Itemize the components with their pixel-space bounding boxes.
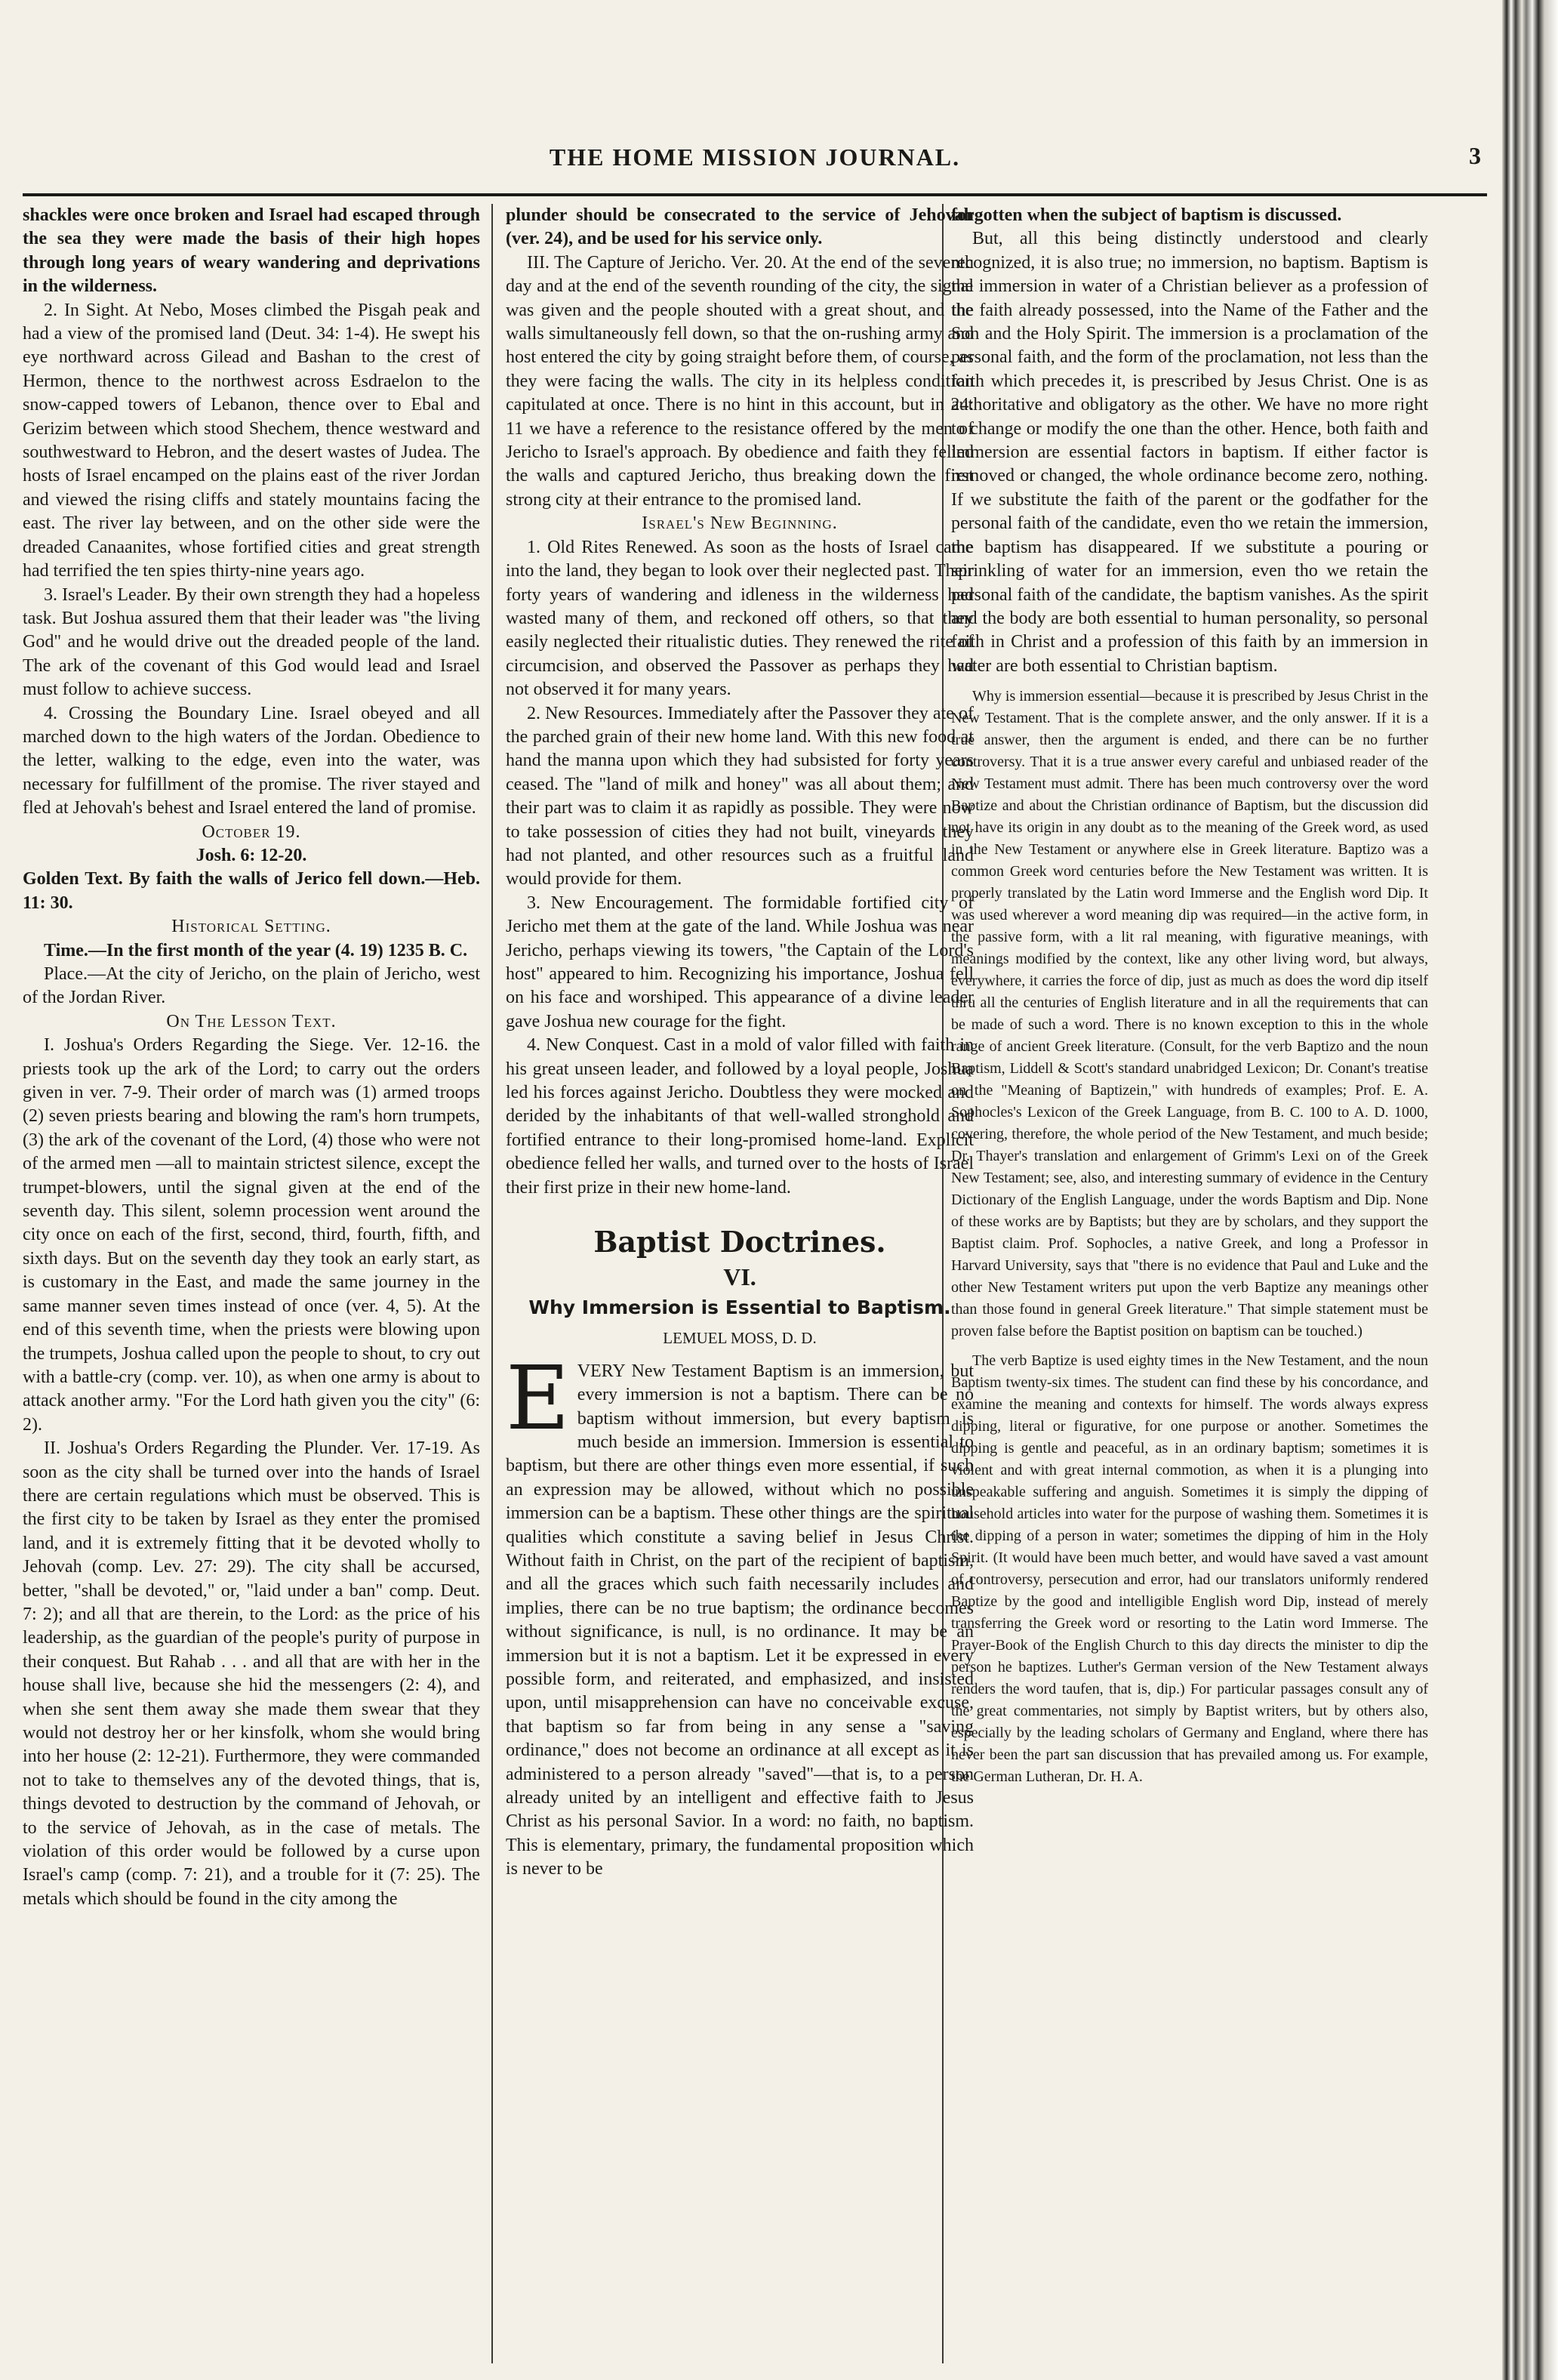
paragraph: forgotten when the subject of baptism is discussed. (951, 205, 1342, 225)
article-text: VERY New Testament Baptism is an immersion, but every immersion is not a baptism. There can be no baptism without immersion, but every baptism is much beside an immersion. Immersion is essential to baptism, but there are other things even more essential, if such an expression may be allowed, without which no possible immersion can be a baptism. These other things are the spiritual qualities which constitute a saving belief in Jesus Christ. Without faith in Christ, on the part of the recipient of baptism, and all the graces which such faith necessarily includes and implies, there can be no true baptism; the ordinance becomes without significance, is null, is no ordinance. It may be an immersion but it is not a baptism. Let it be expressed in every possible form, and reiterated, and emphasized, and insisted upon, until misapprehension can have no conceivable excuse, that baptism so far from being in any sense a "saving ordinance," does not become an ordinance at all except as it is administered to a person already "saved"—that is, to a person already united by an intelligent and effective faith to Jesus Christ as his personal Savior. In a word: no faith, no baptism. This is elementary, primary, the fundamental proposition which is never to be (506, 1361, 974, 1879)
article-subtitle: Why Immersion is Essential to Baptism. (528, 1296, 951, 1318)
book-binding-edge (1502, 0, 1558, 2380)
paragraph: I. Joshua's Orders Regarding the Siege. Ver. 12-16. the priests took up the ark of the Lord; to carry out the orders given in ver. 7-9. Their order of march was (1) armed troops (2) seven priests bearing and blowing the ram's horn trumpets, (3) the ark of the covenant of the Lord, (4) those who were not of the armed men —all to maintain strictest silence, except the trumpet-blowers, until the signal given at the end of the seventh day. This silent, solemn procession went around the city once on each of the first, second, third, fourth, fifth, and sixth days. But on the seventh day they took an early start, as is customary in the East, and made the same journey in the same manner seven times instead of once (ver. 4, 5). At the end of this seventh time, when the priests were blowing upon the trumpets, Joshua called upon the people to shout, to cry out with a battle-cry (comp. ver. 10), as when one army is about to attack another army. "For the Lord hath given you the city" (6: 2). (23, 1035, 480, 1435)
paragraph: 4. Crossing the Boundary Line. Israel obeyed and all marched down to the high waters of the Jordan. Obedience to the letter, walking to the edge, even into the water, was necessary for fulfillment of the promise. The river stayed and fled at Jehovah's behest and Israel entered the land of promise. (23, 703, 480, 819)
paragraph: II. Joshua's Orders Regarding the Plunder. Ver. 17-19. As soon as the city shall be turned over into the hands of Israel there are certain regulations which must be observed. This is the first city to be taken by Israel as they enter the promised land, and it is extremely fitting that it be devoted wholly to Jehovah (comp. Lev. 27: 29). The city shall be accursed, better, "shall be devoted," or, "laid under a ban" comp. Deut. 7: 2); and all that are therein, to the Lord: as the price of his leadership, as the guardian of the people's purity of purpose in their conquest. But Rahab . . . and all that are with her in the house shall live, because she hid the messengers (2: 4), and when she sent them away she made them swear that they would not destroy her or her kinsfolk, whom she would bring into her house (2: 12-21). Furthermore, they were commanded not to take to themselves any of the devoted things, that is, things devoted to destruction by the command of Jehovah, or to the service of Jehovah, as in the case of metals. The violation of this order would be followed by a curse upon Israel's camp (comp. 7: 21), and a trouble for it (7: 25). The metals which should be found in the city among the (23, 1438, 480, 1909)
place-note: Place.—At the city of Jericho, on the plain of Jericho, west of the Jordan River. (23, 964, 480, 1008)
lesson-text-heading: On The Lesson Text. (166, 1011, 337, 1031)
drop-cap: E (506, 1347, 570, 1450)
historical-setting-heading: Historical Setting. (171, 917, 331, 937)
paragraph: 2. New Resources. Immediately after the Passover they ate of the parched grain of their new home land. With this new food at hand the manna upon which they had subsisted for forty years ceased. The "land of milk and honey" was all about them; and their part was to claim it as rapidly as possible. They were now to take possession of cities they had not built, vineyards they had not planted, and other resources such as a fruitful land would provide for them. (506, 703, 974, 889)
column-3 (951, 204, 1428, 2363)
lesson-date: October 19. (202, 822, 301, 842)
column-2 (506, 204, 974, 2363)
lesson-reference: Josh. 6: 12-20. (196, 845, 307, 865)
page-number: 3 (1469, 142, 1481, 169)
paragraph: III. The Capture of Jericho. Ver. 20. At the end of the seventh day and at the end of the seventh rounding of the city, the signal was given and the people shouted with a great shout, and the walls simultaneously fell down, so that the on-rushing army and host entered the city by going straight before them, of course, as they were facing the walls. The city in its helpless condition capitulated at once. There is no hint in this account, but in 24: 11 we have a reference to the resistance offered by the men of Jericho to Israel's approach. By obedience and faith they felled the walls and captured Jericho, thus breaking down the first strong city at their entrance to the promised land. (506, 252, 974, 510)
paragraph-small: Why is immersion essential—because it is prescribed by Jesus Christ in the New Testament. That is the complete answer, and the only answer. If it is a true answer, then the argument is ended, and there can be no further controversy. That it is a true answer every careful and unbiased reader of the New Testament must admit. There has been much controversy over the word Baptize and about the Christian ordinance of Baptism, but the discussion did not have its origin in any doubt as to the meaning of the Greek word, as used in the New Testament or anywhere else in Greek literature. Baptizo was a common Greek word centuries before the New Testament was written. It is properly translated by the Latin word Immerse and the English word Dip. It was used wherever a word meaning dip was required—in the active form, in the passive form, with a lit ral meaning, with figurative meanings, with meanings modified by the context, like any other living word, but always, everywhere, it carries the force of dip, just as much as does the word dip itself thru all the centuries of English literature and in all the requirements that can be made of such a word. There is no known exception to this in the whole range of ancient Greek literature. (Consult, for the verb Baptizo and the noun Baptism, Liddell & Scott's standard unabridged Lexicon; Dr. Conant's treatise on the "Meaning of Baptizein," with hundreds of examples; Prof. E. A. Sophocles's Lexicon of the Greek Language, from B. C. 100 to A. D. 1000, covering, therefore, the whole period of the New Testament, and much beside; Dr. Thayer's translation and enlargement of Grimm's Lexi on of the Greek New Testament; see, also, and interesting summary of evidence in the Century Dictionary of the English Language, under the words Baptism and Dip. None of these works are by Baptists; but they are by scholars, and they support the Baptist claim. Prof. Sophocles, a native Greek, and long a Professor in Harvard University, says that "there is no evidence that Paul and Luke and the other New Testament writers put upon the verb Baptize any meanings other than those found in general Greek literature." That simple statement must be proven false before the Baptist position on baptism can be touched.) (951, 688, 1428, 1340)
paragraph-small: The verb Baptize is used eighty times in the New Testament, and the noun Baptism twenty-six times. The student can find these by his concordance, and examine the meaning and contexts for himself. The words always express dipping, literal or figurative, for one purpose or another. Sometimes the dipping is gentle and peaceful, as in an ordinary baptism; sometimes it is violent and with great internal commotion, as when it is a plunging into unspeakable suffering and anguish. Sometimes it is simply the dipping of household articles into water for the purpose of washing them. Sometimes it is the dipping of a person in water; sometimes the dipping of him in the Holy Spirit. (It would have been much better, and would have saved a vast amount of controversy, persecution and error, had our translators uniformly rendered Baptize by the good and intelligible English word Dip, instead of merely transferring the Greek word or resorting to the Latin word Immerse. The Prayer-Book of the English Church to this day directs the minister to dip the person he baptizes. Luther's German version of the New Testament always renders the word taufen, that is, dip.) For particular passages consult any of the great commentaries, not simply by Baptist writers, but by others also, especially by the leading scholars of Germany and England, where there has never been the part san discussion that has prevailed among us. For example, the German Lutheran, Dr. H. A. (951, 1352, 1428, 1786)
time-note: Time.—In the first month of the year (4. 19) 1235 B. C. (44, 940, 468, 960)
column-divider (491, 204, 493, 2363)
paragraph: 1. Old Rites Renewed. As soon as the hosts of Israel came into the land, they began to look over their neglected past. Their forty years of wandering and idleness in the wilderness had wasted many of them, and reckoned off others, so that they easily neglected their ritualistic duties. They renewed the rite of circumcision, and observed the Passover as perhaps they had not observed it for many years. (506, 537, 974, 700)
page-header (23, 143, 1487, 174)
paragraph: 4. New Conquest. Cast in a mold of valor filled with faith in his great unseen leader, and followed by a loyal people, Joshua led his forces against Jericho. Doubtless they were mocked and derided by the inhabitants of that well-walled stronghold and fortified entrance to their long-promised home-land. Explicit obedience felled her walls, and turned over to the hosts of Israel their first prize in their new home-land. (506, 1035, 974, 1198)
column-1 (23, 204, 480, 2363)
golden-text: Golden Text. By faith the walls of Jerico fell down.—Heb. 11: 30. (23, 869, 480, 913)
paragraph: 2. In Sight. At Nebo, Moses climbed the Pisgah peak and had a view of the promised land (Deut. 34: 1-4). He swept his eye northward across Gilead and Bashan to the crest of Hermon, thence to the northwest across Esdraelon to the snow-capped towers of Lebanon, thence over to Ebal and Gerizim between which stood Shechem, thence westward and southwestward to Hebron, and the desert wastes of Judea. The hosts of Israel encamped on the plains east of the river Jordan and viewed the rising cliffs and stately mountains facing the east. The river lay between, and on the other side were the dreaded Canaanites, whose fortified cities and great strength had terrified the ten spies thirty-nine years ago. (23, 300, 480, 581)
paragraph: 3. Israel's Leader. By their own strength they had a hopeless task. But Joshua assured them that their leader was "the living God" and he would drive out the dreaded people of the land. The ark of the covenant of this God would lead and Israel must follow to achieve success. (23, 584, 480, 700)
article-author: LEMUEL MOSS, D. D. (663, 1329, 817, 1348)
paragraph: shackles were once broken and Israel had escaped through the sea they were made the basis of their high hopes through long years of weary wandering and deprivations in the wilderness. (23, 205, 480, 297)
journal-title: THE HOME MISSION JOURNAL. (549, 143, 961, 171)
article-body (506, 1347, 974, 1882)
paragraph: But, all this being distinctly understood and clearly recognized, it is also true; no immersion, no baptism. Baptism is the immersion in water of a Christian believer as a profession of the faith already possessed, into the Name of the Father and the Son and the Holy Spirit. The immersion is a proclamation of the personal faith, and the form of the proclamation, not less than the faith which precedes it, is prescribed by Jesus Christ. One is as authoritative and obligatory as the other. We have no more right to change or modify the one than the other. Hence, both faith and immersion are essential factors in baptism. If either factor is removed or changed, the whole ordinance become zero, nothing. If we substitute the faith of the parent or the godfather for the personal faith of the candidate, even tho we retain the immersion, the baptism has disappeared. If we substitute a pouring or sprinkling of water for an immersion, even tho we retain the personal faith of the candidate, the baptism vanishes. As the spirit and the body are both essential to human personality, so personal faith in Christ and a profession of this faith by an immersion in water are both essential to Christian baptism. (951, 229, 1428, 676)
paragraph: plunder should be consecrated to the service of Jehovah (ver. 24), and be used for his service only. (506, 205, 974, 249)
section-heading: Israel's New Beginning. (642, 513, 838, 534)
article-number: VI. (723, 1263, 756, 1291)
article-title: Baptist Doctrines. (593, 1225, 886, 1259)
header-rule (23, 193, 1487, 196)
paragraph: 3. New Encouragement. The formidable fortified city of Jericho met them at the gate of the land. While Joshua was near Jericho, perhaps viewing its towers, "the Captain of the Lord's host" appeared to him. Recognizing his importance, Joshua fell on his face and worshiped. This appearance of a divine leader gave Joshua new courage for the fight. (506, 892, 974, 1031)
